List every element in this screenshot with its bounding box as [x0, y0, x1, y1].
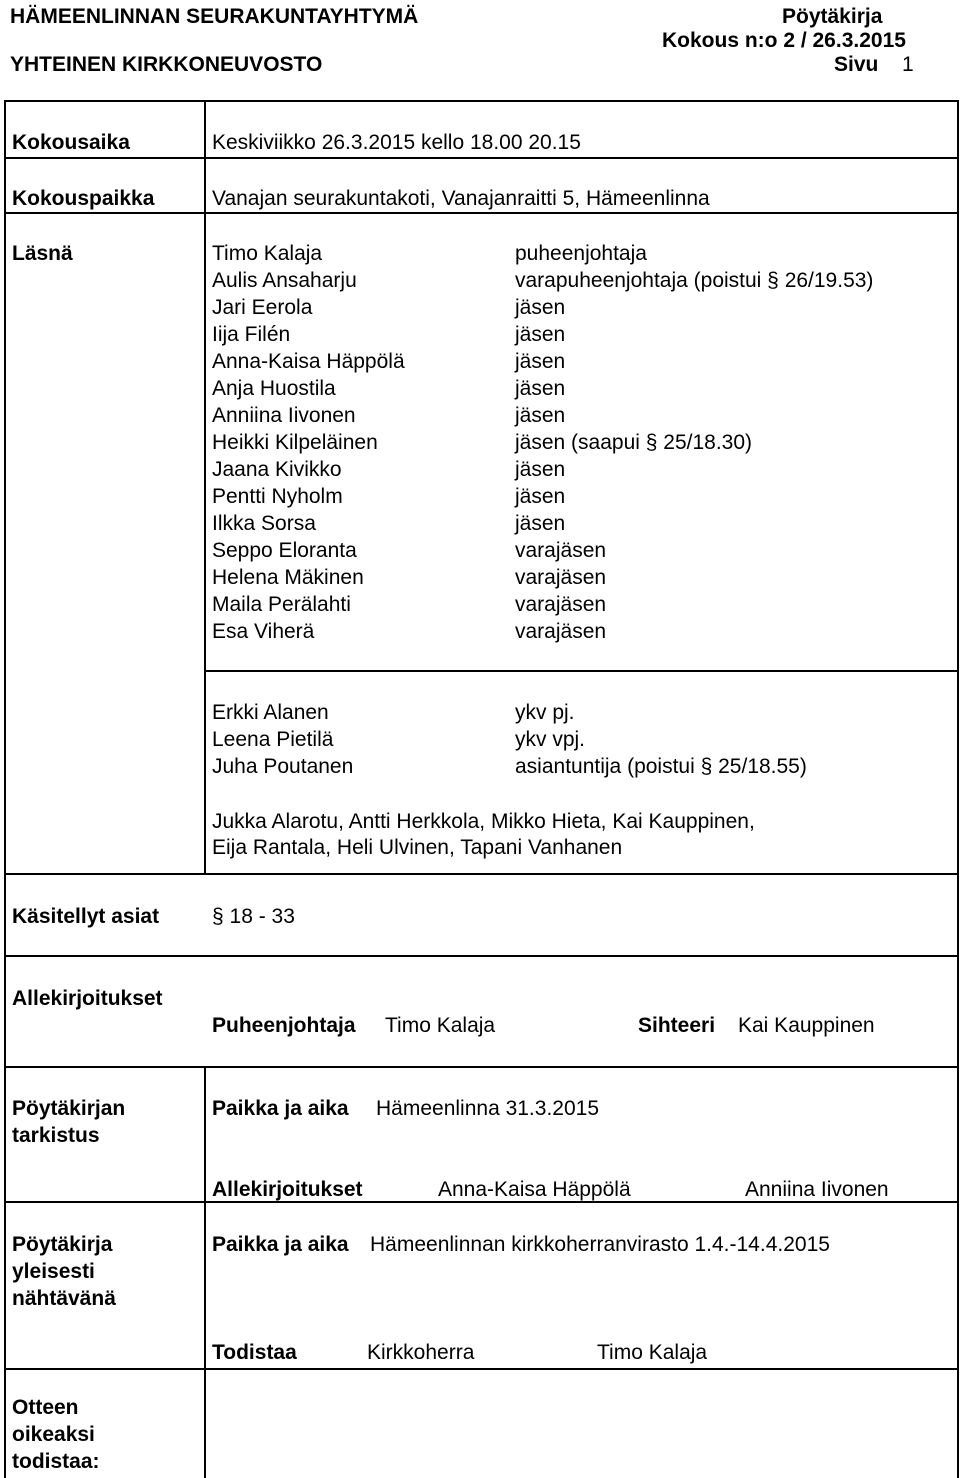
- frame-top-border: [4, 100, 959, 102]
- member-name: Seppo Eloranta: [212, 539, 357, 562]
- member-name: Anna-Kaisa Häppölä: [212, 350, 405, 373]
- doc-type: Pöytäkirja: [782, 5, 883, 28]
- handled-items-value: § 18 - 33: [212, 905, 295, 928]
- review-place-value: Hämeenlinna 31.3.2015: [376, 1097, 600, 1120]
- other-name: Erkki Alanen: [212, 701, 329, 724]
- review-signer-1: Anna-Kaisa Häppölä: [438, 1178, 631, 1201]
- review-signatures-label: Allekirjoitukset: [212, 1178, 363, 1201]
- meeting-place-label: Kokouspaikka: [12, 187, 155, 210]
- member-name: Timo Kalaja: [212, 242, 323, 265]
- member-name: Anniina Iivonen: [212, 404, 356, 427]
- member-name: Jaana Kivikko: [212, 458, 342, 481]
- member-name: Iija Filén: [212, 323, 291, 346]
- member-name: Heikki Kilpeläinen: [212, 431, 378, 454]
- member-role: jäsen: [515, 404, 566, 427]
- member-role: jäsen: [515, 485, 566, 508]
- chair-label: Puheenjohtaja: [212, 1014, 356, 1037]
- review-signer-2: Anniina Iivonen: [745, 1178, 889, 1201]
- row-divider: [4, 157, 959, 159]
- attest-role: Kirkkoherra: [367, 1341, 475, 1364]
- review-label-line-1: Pöytäkirjan: [12, 1097, 126, 1120]
- handled-items-label: Käsitellyt asiat: [12, 905, 160, 928]
- present-label: Läsnä: [12, 242, 73, 265]
- row-divider: [4, 1201, 959, 1203]
- member-role: jäsen: [515, 512, 566, 535]
- signatures-label: Allekirjoitukset: [12, 987, 163, 1010]
- other-name: Leena Pietilä: [212, 728, 334, 751]
- other-role: asiantuntija (poistui § 25/18.55): [515, 755, 807, 778]
- frame-right-border: [957, 100, 959, 1478]
- attendees-line-1: Jukka Alarotu, Antti Herkkola, Mikko Hieta, Kai Kauppinen,: [212, 810, 755, 833]
- meeting-time-label: Kokousaika: [12, 131, 130, 154]
- member-role: jäsen: [515, 296, 566, 319]
- public-place-value: Hämeenlinnan kirkkoherranvirasto 1.4.-14.4.2015: [370, 1233, 830, 1256]
- row-divider: [4, 1368, 959, 1370]
- chair-name: Timo Kalaja: [385, 1014, 496, 1037]
- extract-label-line-3: todistaa:: [12, 1450, 100, 1473]
- public-label-line-2: yleisesti: [12, 1260, 95, 1283]
- member-name: Jari Eerola: [212, 296, 313, 319]
- other-name: Juha Poutanen: [212, 755, 354, 778]
- meeting-time-value: Keskiviikko 26.3.2015 kello 18.00 20.15: [212, 131, 581, 154]
- member-role: jäsen: [515, 350, 566, 373]
- member-role: varajäsen: [515, 620, 607, 643]
- public-label-line-3: nähtävänä: [12, 1287, 116, 1310]
- attest-label: Todistaa: [212, 1341, 297, 1364]
- page-number: 1: [902, 53, 914, 76]
- column-divider: [204, 1066, 206, 1202]
- page-label: Sivu: [834, 53, 879, 76]
- column-divider: [204, 100, 206, 874]
- member-role: varajäsen: [515, 593, 607, 616]
- review-place-label: Paikka ja aika: [212, 1097, 349, 1120]
- row-divider: [4, 873, 959, 875]
- public-place-label: Paikka ja aika: [212, 1233, 349, 1256]
- row-divider: [4, 1066, 959, 1068]
- row-divider: [204, 670, 959, 672]
- member-role: puheenjohtaja: [515, 242, 647, 265]
- member-role: varapuheenjohtaja (poistui § 26/19.53): [515, 269, 874, 292]
- member-role: jäsen (saapui § 25/18.30): [515, 431, 752, 454]
- secretary-name: Kai Kauppinen: [738, 1014, 875, 1037]
- attest-name: Timo Kalaja: [597, 1341, 708, 1364]
- member-role: varajäsen: [515, 566, 607, 589]
- extract-label-line-2: oikeaksi: [12, 1423, 95, 1446]
- meeting-place-value: Vanajan seurakuntakoti, Vanajanraitti 5, Hämeenlinna: [212, 187, 710, 210]
- other-role: ykv pj.: [515, 701, 575, 724]
- public-label-line-1: Pöytäkirja: [12, 1233, 113, 1256]
- other-role: ykv vpj.: [515, 728, 586, 751]
- member-role: jäsen: [515, 458, 566, 481]
- member-role: jäsen: [515, 323, 566, 346]
- member-role: varajäsen: [515, 539, 607, 562]
- org-name: HÄMEENLINNAN SEURAKUNTAYHTYMÄ: [10, 5, 419, 28]
- row-divider: [4, 955, 959, 957]
- review-label-line-2: tarkistus: [12, 1124, 100, 1147]
- secretary-label: Sihteeri: [638, 1014, 716, 1037]
- attendees-line-2: Eija Rantala, Heli Ulvinen, Tapani Vanhanen: [212, 836, 623, 859]
- column-divider: [204, 1368, 206, 1478]
- org-body: YHTEINEN KIRKKONEUVOSTO: [10, 53, 323, 76]
- frame-left-border: [4, 100, 6, 1478]
- member-name: Ilkka Sorsa: [212, 512, 316, 535]
- member-name: Maila Perälahti: [212, 593, 351, 616]
- member-role: jäsen: [515, 377, 566, 400]
- member-name: Helena Mäkinen: [212, 566, 364, 589]
- row-divider: [4, 212, 959, 214]
- meeting-number: Kokous n:o 2 / 26.3.2015: [662, 29, 906, 52]
- member-name: Pentti Nyholm: [212, 485, 343, 508]
- member-name: Anja Huostila: [212, 377, 336, 400]
- member-name: Aulis Ansaharju: [212, 269, 357, 292]
- member-name: Esa Viherä: [212, 620, 315, 643]
- column-divider: [204, 1201, 206, 1369]
- extract-label-line-1: Otteen: [12, 1396, 79, 1419]
